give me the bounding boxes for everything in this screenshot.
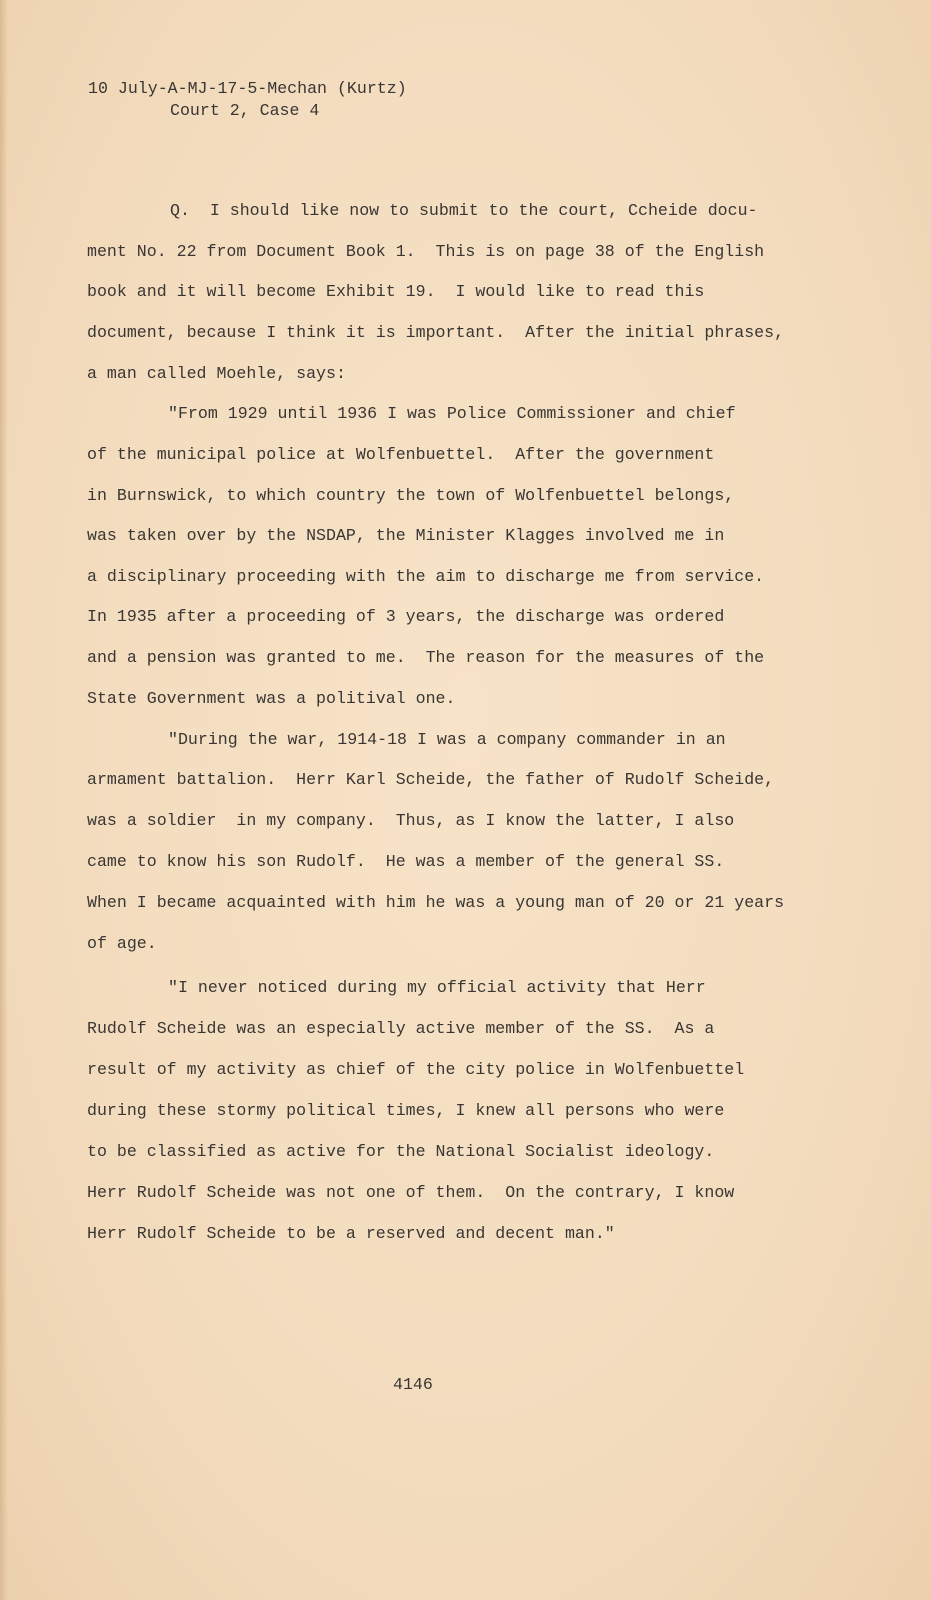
header-line-1: 10 July-A-MJ-17-5-Mechan (Kurtz) [88,79,407,98]
text-line: in Burnswick, to which country the town of Wolfenbuettel belongs, [87,486,735,505]
text-line: during these stormy political times, I knew all persons who were [87,1101,725,1120]
text-line: result of my activity as chief of the city police in Wolfenbuettel [87,1060,745,1079]
text-line: was a soldier in my company. Thus, as I know the latter, I also [87,811,735,830]
text-line: Herr Rudolf Scheide was not one of them. On the contrary, I know [87,1183,735,1202]
text-line: of the municipal police at Wolfenbuettel. After the government [87,445,715,464]
text-line: "From 1929 until 1936 I was Police Commissioner and chief [168,404,736,423]
text-line: was taken over by the NSDAP, the Minister Klagges involved me in [87,526,725,545]
page-number: 4146 [393,1375,433,1394]
text-line: document, because I think it is important. After the initial phrases, [87,323,785,342]
text-line: Rudolf Scheide was an especially active member of the SS. As a [87,1019,715,1038]
text-line: of age. [87,934,157,953]
text-line: "During the war, 1914-18 I was a company commander in an [168,730,726,749]
text-line: to be classified as active for the National Socialist ideology. [87,1142,715,1161]
text-line: a disciplinary proceeding with the aim to discharge me from service. [87,567,765,586]
header-line-2: Court 2, Case 4 [170,101,320,120]
text-line: armament battalion. Herr Karl Scheide, the father of Rudolf Scheide, [87,770,775,789]
text-line: State Government was a politival one. [87,689,456,708]
text-line: book and it will become Exhibit 19. I would like to read this [87,282,705,301]
text-line: ment No. 22 from Document Book 1. This is on page 38 of the English [87,242,765,261]
text-line: When I became acquainted with him he was a young man of 20 or 21 years [87,893,785,912]
text-line: Herr Rudolf Scheide to be a reserved and decent man." [87,1224,615,1243]
paper-edge-shadow [0,0,8,1600]
text-line: In 1935 after a proceeding of 3 years, the discharge was ordered [87,607,725,626]
text-line: "I never noticed during my official activity that Herr [168,978,706,997]
text-line: a man called Moehle, says: [87,364,346,383]
text-line: and a pension was granted to me. The reason for the measures of the [87,648,765,667]
text-line: came to know his son Rudolf. He was a member of the general SS. [87,852,725,871]
text-line: Q. I should like now to submit to the court, Ccheide docu- [170,201,758,220]
